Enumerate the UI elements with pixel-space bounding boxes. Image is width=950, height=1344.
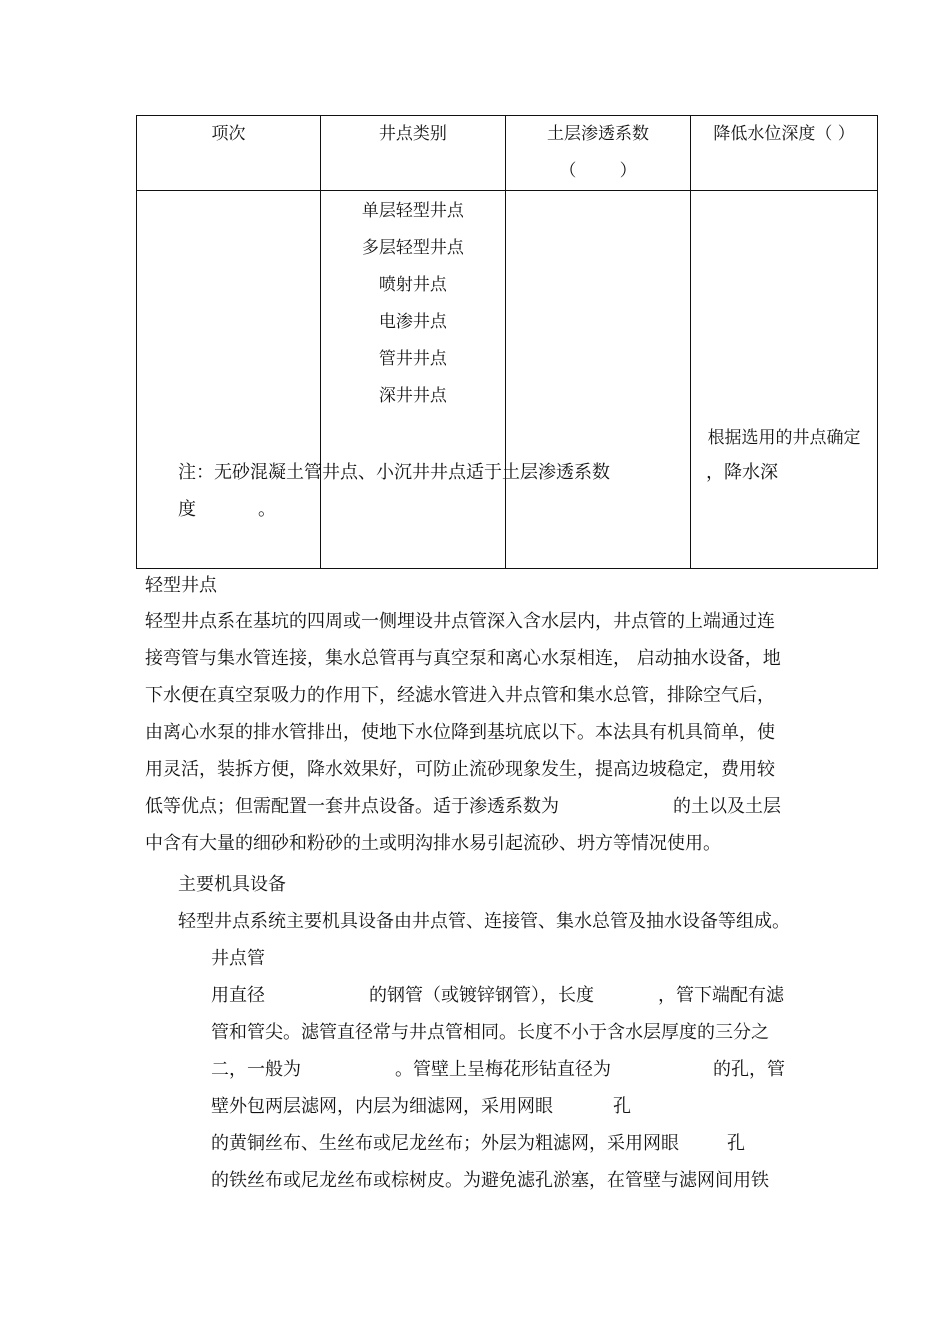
depth-note: 根据选用的井点确定: [707, 427, 861, 448]
table-header-row: [137, 116, 878, 191]
pipe-line: 壁外包两层滤网，内层为细滤网，采用网眼 孔: [211, 1096, 631, 1117]
pipe-line: 用直径 的钢管（或镀锌钢管），长度 ，管下端配有滤: [211, 985, 784, 1006]
note-line-2: 度 。: [178, 499, 276, 520]
cell-depth: [691, 191, 878, 569]
well-type-item: 喷射井点: [378, 275, 447, 295]
pipe-title: 井点管: [211, 948, 265, 969]
equipment-title: 主要机具设备: [178, 874, 286, 895]
section-title: 轻型井点: [145, 575, 217, 596]
paragraph-line: 用灵活，装拆方便，降水效果好，可防止流砂现象发生，提高边坡稳定，费用较: [145, 759, 775, 780]
cell-well-types: [320, 191, 505, 569]
permeability-unit: （ ）: [559, 161, 637, 181]
header-type: 井点类别: [320, 116, 505, 191]
paragraph-line: 接弯管与集水管连接，集水总管再与真空泵和离心水泵相连， 启动抽水设备，地: [145, 648, 781, 669]
well-type-item: 电渗井点: [378, 312, 447, 332]
header-permeability: 土层渗透系数 （ ）: [505, 116, 690, 191]
paragraph-line: 下水便在真空泵吸力的作用下，经滤水管进入井点管和集水总管，排除空气后，: [145, 685, 775, 706]
well-type-item: 管井井点: [378, 349, 447, 369]
header-depth: 降低水位深度（ ）: [691, 116, 878, 191]
equipment-intro: 轻型井点系统主要机具设备由井点管、连接管、集水总管及抽水设备等组成。: [178, 911, 790, 932]
cell-permeability: [505, 191, 690, 569]
paragraph-line: 由离心水泵的排水管排出，使地下水位降到基坑底以下。本法具有机具简单，使: [145, 722, 775, 743]
well-type-item: 深井井点: [378, 386, 447, 406]
note-line-1: 注：无砂混凝土管井点、小沉井井点适于土层渗透系数 ，降水深: [178, 462, 778, 483]
pipe-line: 的黄铜丝布、生丝布或尼龙丝布；外层为粗滤网，采用网眼 孔: [211, 1133, 745, 1154]
pipe-line: 管和管尖。滤管直径常与井点管相同。长度不小于含水层厚度的三分之: [211, 1022, 769, 1043]
pipe-line: 的铁丝布或尼龙丝布或棕树皮。为避免滤孔淤塞，在管壁与滤网间用铁: [211, 1170, 769, 1191]
well-type-item: 多层轻型井点: [361, 238, 464, 258]
paragraph-line: 轻型井点系在基坑的四周或一侧埋设井点管深入含水层内，井点管的上端通过连: [145, 611, 775, 632]
well-type-item: 单层轻型井点: [361, 201, 464, 221]
pipe-line: 二，一般为 。管壁上呈梅花形钻直径为 的孔，管: [211, 1059, 785, 1080]
paragraph-line: 低等优点；但需配置一套井点设备。适于渗透系数为 的土以及土层: [145, 796, 781, 817]
header-index: 项次: [137, 116, 321, 191]
paragraph-line: 中含有大量的细砂和粉砂的土或明沟排水易引起流砂、坍方等情况使用。: [145, 833, 721, 854]
